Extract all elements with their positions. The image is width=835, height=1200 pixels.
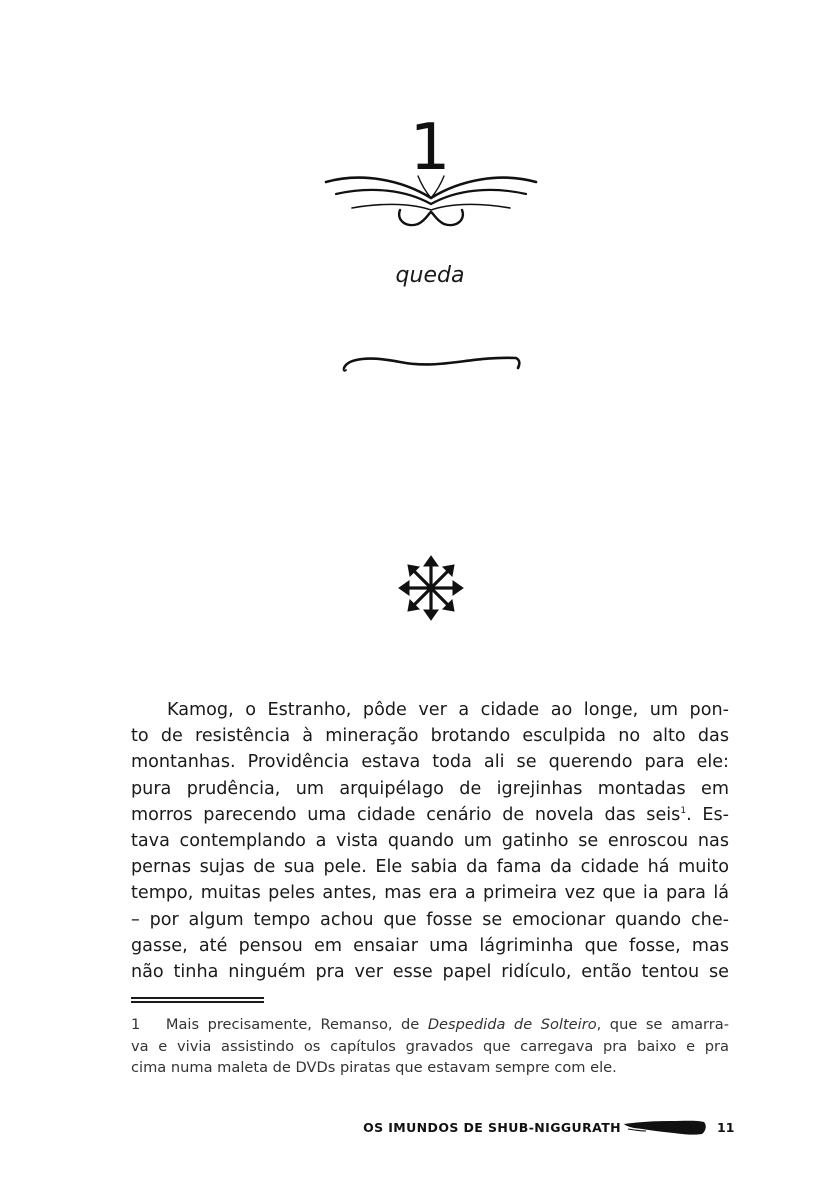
footnote-line: cima numa maleta de DVDs piratas que estavam sempre com ele.	[131, 1059, 617, 1076]
page-footer	[0, 1119, 835, 1139]
body-line: não tinha ninguém pra ver esse papel ridículo, então tentou se	[131, 962, 729, 983]
footnote-text: Mais precisamente, Remanso, de	[165, 1016, 428, 1033]
running-head: OS IMUNDOS DE SHUB-NIGGURATH	[363, 1120, 621, 1135]
chaos-star-icon	[398, 554, 464, 622]
body-line: tempo, muitas peles antes, mas era a primeira vez que ia para lá	[131, 883, 729, 904]
body-line: – por algum tempo achou que fosse se emocionar quando che-	[131, 909, 729, 930]
body-line: to de resistência à mineração brotando esculpida no alto das	[131, 726, 729, 747]
chapter-number: 1	[409, 111, 451, 185]
body-line: montanhas. Providência estava toda ali se querendo para ele:	[131, 752, 729, 773]
footnote-reference[interactable]: 1	[680, 805, 687, 816]
footnote-line: va e vivia assistindo os capítulos gravados que carregava pra baixo e pra	[131, 1037, 729, 1055]
body-line-text: . Es-	[686, 804, 729, 825]
footnote-divider	[131, 997, 264, 1003]
chapter-title: queda	[395, 263, 465, 288]
footnote-line	[131, 1014, 729, 1036]
body-line-text: morros parecendo uma cidade cenário de novela das seis	[131, 804, 681, 825]
body-line: pura prudência, um arquipélago de igrejinhas montadas em	[131, 778, 729, 799]
brush-stroke-icon	[624, 1119, 708, 1137]
body-line: gasse, até pensou em ensaiar uma lágriminha que fosse, mas	[131, 935, 729, 956]
flourish-ornament-icon	[322, 168, 540, 234]
page-number: 11	[717, 1120, 735, 1135]
footnote	[131, 1014, 729, 1079]
footnote-text: , que se amarra-	[596, 1016, 729, 1033]
body-text	[131, 697, 729, 985]
body-line: pernas sujas de sua pele. Ele sabia da fama da cidade há muito	[131, 857, 729, 878]
body-line: Kamog, o Estranho, pôde ver a cidade ao longe, um pon-	[167, 700, 729, 720]
body-line: tava contemplando a vista quando um gatinho se enroscou nas	[131, 831, 729, 852]
scroll-line-ornament-icon	[340, 350, 522, 374]
footnote-number: 1	[131, 1016, 141, 1033]
footnote-work-title: Despedida de Solteiro	[427, 1016, 597, 1033]
body-line	[131, 802, 729, 828]
